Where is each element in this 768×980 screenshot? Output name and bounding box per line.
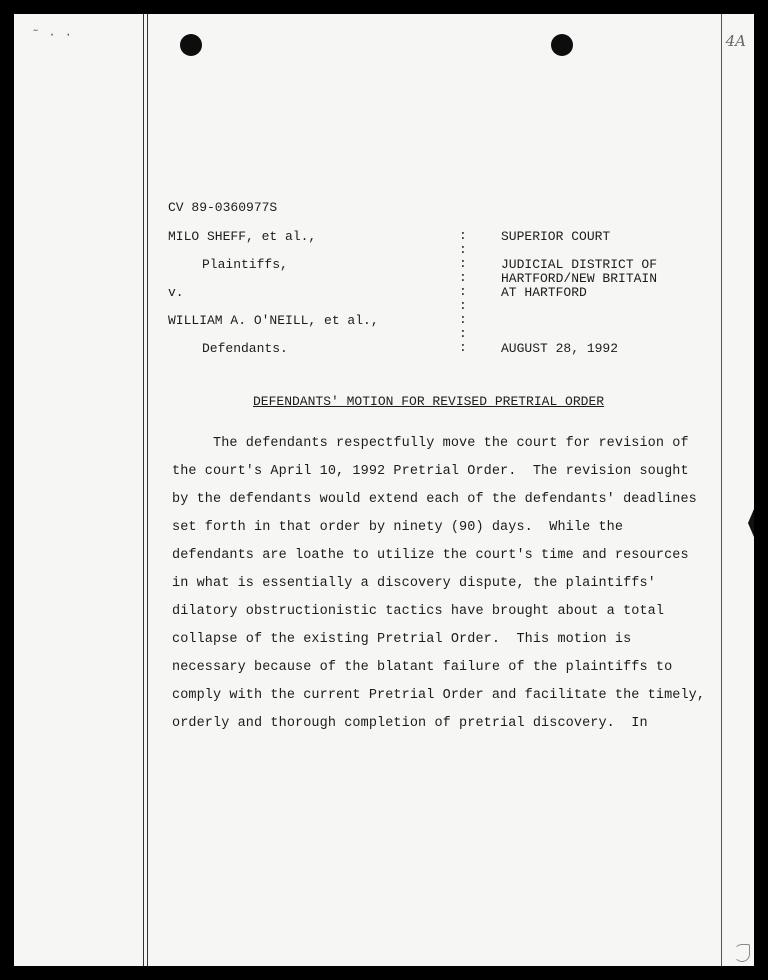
court-name: SUPERIOR COURT <box>501 229 611 244</box>
stray-mark: ˜ · · <box>32 28 74 42</box>
page-number-mark: 4A <box>725 32 746 50</box>
filing-date: AUGUST 28, 1992 <box>501 341 619 356</box>
body-line: set forth in that order by ninety (90) days. While the <box>172 520 624 535</box>
body-line: defendants are loathe to utilize the court's time and resources <box>172 548 689 563</box>
body-line: The defendants respectfully move the court for revision of <box>172 436 689 451</box>
motion-title: DEFENDANTS' MOTION FOR REVISED PRETRIAL ORDER <box>253 394 605 409</box>
district-line-1: JUDICIAL DISTRICT OF <box>501 257 658 272</box>
right-margin-rule <box>721 14 722 966</box>
body-line: the court's April 10, 1992 Pretrial Order. The revision sought <box>172 464 689 479</box>
punch-hole-left <box>180 34 202 56</box>
page-edge-notch <box>748 509 754 537</box>
page-corner-curl <box>734 944 750 962</box>
docket-number: CV 89-0360977S <box>168 200 278 215</box>
district-line-3: AT HARTFORD <box>501 285 587 300</box>
left-margin-rule-inner <box>147 14 148 966</box>
body-line: necessary because of the blatant failure of the plaintiffs to <box>172 660 673 675</box>
document-page: ˜ · · 4A CV 89-0360977S MILO SHEFF, et al., Plaintiffs, v. WILLIAM A. O'NEILL, et al., Defendants. : : : : : : : : : SUPERIOR COURT JUDICIAL DISTRICT OF HARTFORD/NEW BRITAIN AT HARTFORD AUGUST 28, 1992 DEFENDANTS' MOTION FOR REVISED PRETRIAL ORDER The defendants respectfully move the court for revision of the court's April 10, 1992 Pretrial Order. The revision sought by the defendants would extend each of the defendants' deadlines set forth in that order by ninety (90) days. While the defendants are loathe to utilize the court's time and resources in what is essentially a discovery dispute, the plaintiffs' dilatory obstructionistic tactics have brought about a total collapse of the existing Pretrial Order. This motion is necessary because of the blatant failure of the plaintiffs to comply with the current Pretrial Order and facilitate the timely, orderly and thorough completion of pretrial discovery. In <box>14 14 754 966</box>
plaintiff-name: MILO SHEFF, et al., <box>168 229 317 244</box>
body-line: orderly and thorough completion of pretrial discovery. In <box>172 716 648 731</box>
body-line: comply with the current Pretrial Order and facilitate the timely, <box>172 688 706 703</box>
versus: v. <box>168 285 184 300</box>
district-line-2: HARTFORD/NEW BRITAIN <box>501 271 658 286</box>
defendant-name: WILLIAM A. O'NEILL, et al., <box>168 313 379 328</box>
body-line: in what is essentially a discovery dispute, the plaintiffs' <box>172 576 656 591</box>
body-line: by the defendants would extend each of the defendants' deadlines <box>172 492 697 507</box>
left-margin-rule <box>143 14 144 966</box>
plaintiff-role: Plaintiffs, <box>202 257 288 272</box>
body-line: dilatory obstructionistic tactics have brought about a total <box>172 604 665 619</box>
body-line: collapse of the existing Pretrial Order. This motion is <box>172 632 632 647</box>
punch-hole-right <box>551 34 573 56</box>
defendant-role: Defendants. <box>202 341 288 356</box>
